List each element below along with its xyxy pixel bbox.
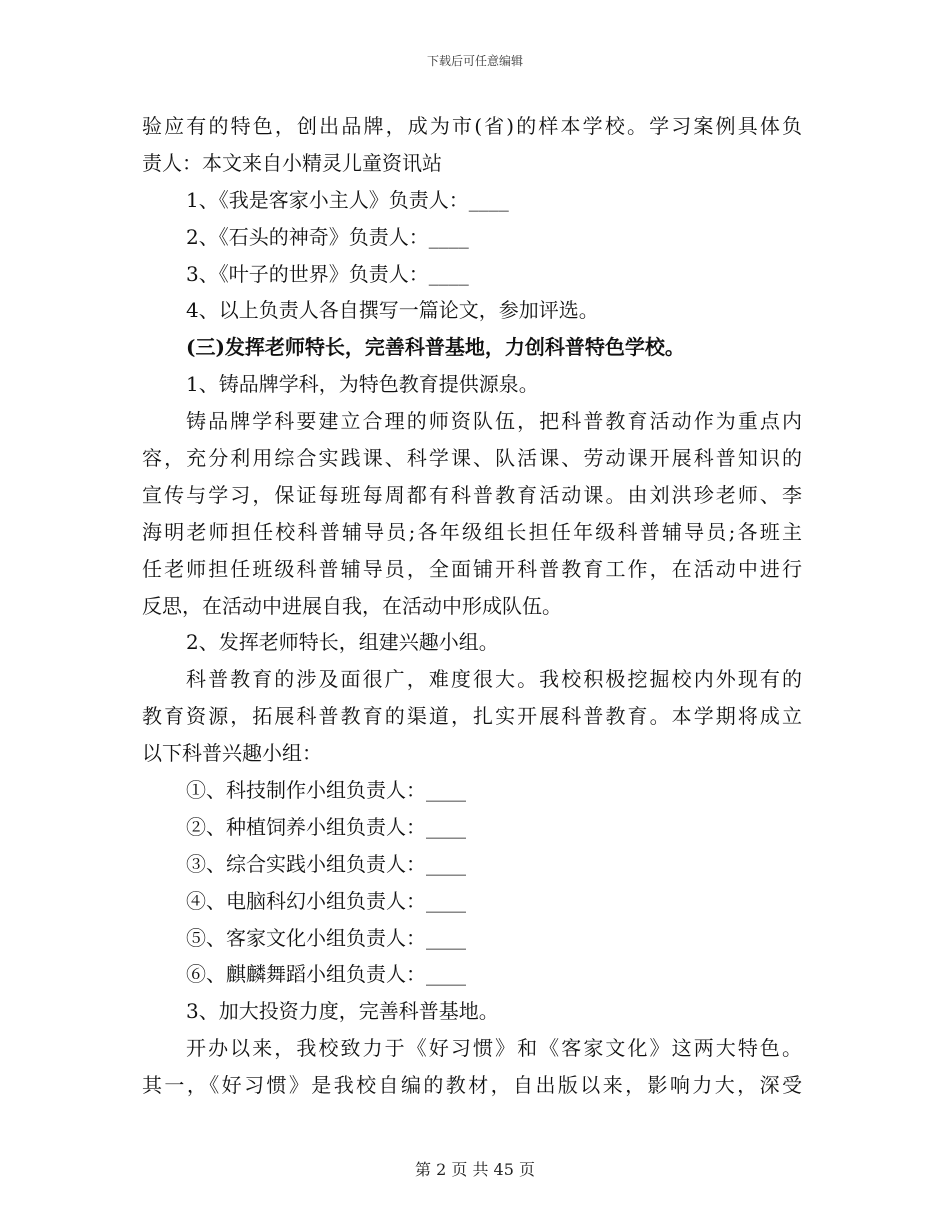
paragraph-line: 其一，《好习惯》是我校自编的教材，自出版以来，影响力大，深受 <box>142 1073 802 1098</box>
paragraph-line: 开办以来，我校致力于《好习惯》和《客家文化》这两大特色。 <box>186 1036 802 1061</box>
paragraph-line: 反思，在活动中进展自我，在活动中形成队伍。 <box>142 593 562 618</box>
paragraph-line: 验应有的特色，创出品牌，成为市(省)的样本学校。学习案例具体负 <box>142 114 802 138</box>
paragraph-line: 教育资源，拓展科普教育的渠道，扎实开展科普教育。本学期将成立 <box>142 704 802 729</box>
list-item: 2、《石头的神奇》负责人：____ <box>186 224 469 249</box>
list-item: ③、综合实践小组负责人：____ <box>186 851 466 876</box>
list-item: ⑥、麒麟舞蹈小组负责人：____ <box>186 962 466 987</box>
list-item: ⑤、客家文化小组负责人：____ <box>186 925 466 950</box>
paragraph-line: 责人：本文来自小精灵儿童资讯站 <box>142 150 442 175</box>
document-body <box>142 108 802 1104</box>
list-item: 3、《叶子的世界》负责人：____ <box>186 261 469 286</box>
list-item: 1、《我是客家小主人》负责人：____ <box>186 187 509 212</box>
paragraph-line: 铸品牌学科要建立合理的师资队伍，把科普教育活动作为重点内 <box>186 409 802 434</box>
list-item: ②、种植饲养小组负责人：____ <box>186 814 466 839</box>
header-note: 下载后可任意编辑 <box>426 54 523 68</box>
page-number: 第 2 页 共 45 页 <box>415 1160 535 1179</box>
list-item: ④、电脑科幻小组负责人：____ <box>186 888 466 913</box>
paragraph-line: 海明老师担任校科普辅导员;各年级组长担任年级科普辅导员;各班主 <box>142 519 802 544</box>
paragraph-line: 容，充分利用综合实践课、科学课、队活课、劳动课开展科普知识的 <box>142 446 802 471</box>
paragraph-line: 科普教育的涉及面很广，难度很大。我校积极挖掘校内外现有的 <box>186 667 802 692</box>
subsection-heading: 3、加大投资力度，完善科普基地。 <box>186 999 499 1024</box>
subsection-heading: 1、铸品牌学科，为特色教育提供源泉。 <box>186 372 539 397</box>
paragraph-line: 以下科普兴趣小组： <box>142 741 322 766</box>
section-heading: (三)发挥老师特长，完善科普基地，力创科普特色学校。 <box>186 335 685 360</box>
paragraph-line: 宣传与学习，保证每班每周都有科普教育活动课。由刘洪珍老师、李 <box>142 482 802 507</box>
subsection-heading: 2、发挥老师特长，组建兴趣小组。 <box>186 630 499 655</box>
paragraph-line: 任老师担任班级科普辅导员，全面铺开科普教育工作，在活动中进行 <box>142 556 802 581</box>
list-item: ①、科技制作小组负责人：____ <box>186 778 466 803</box>
list-item: 4、以上负责人各自撰写一篇论文，参加评选。 <box>186 298 599 323</box>
